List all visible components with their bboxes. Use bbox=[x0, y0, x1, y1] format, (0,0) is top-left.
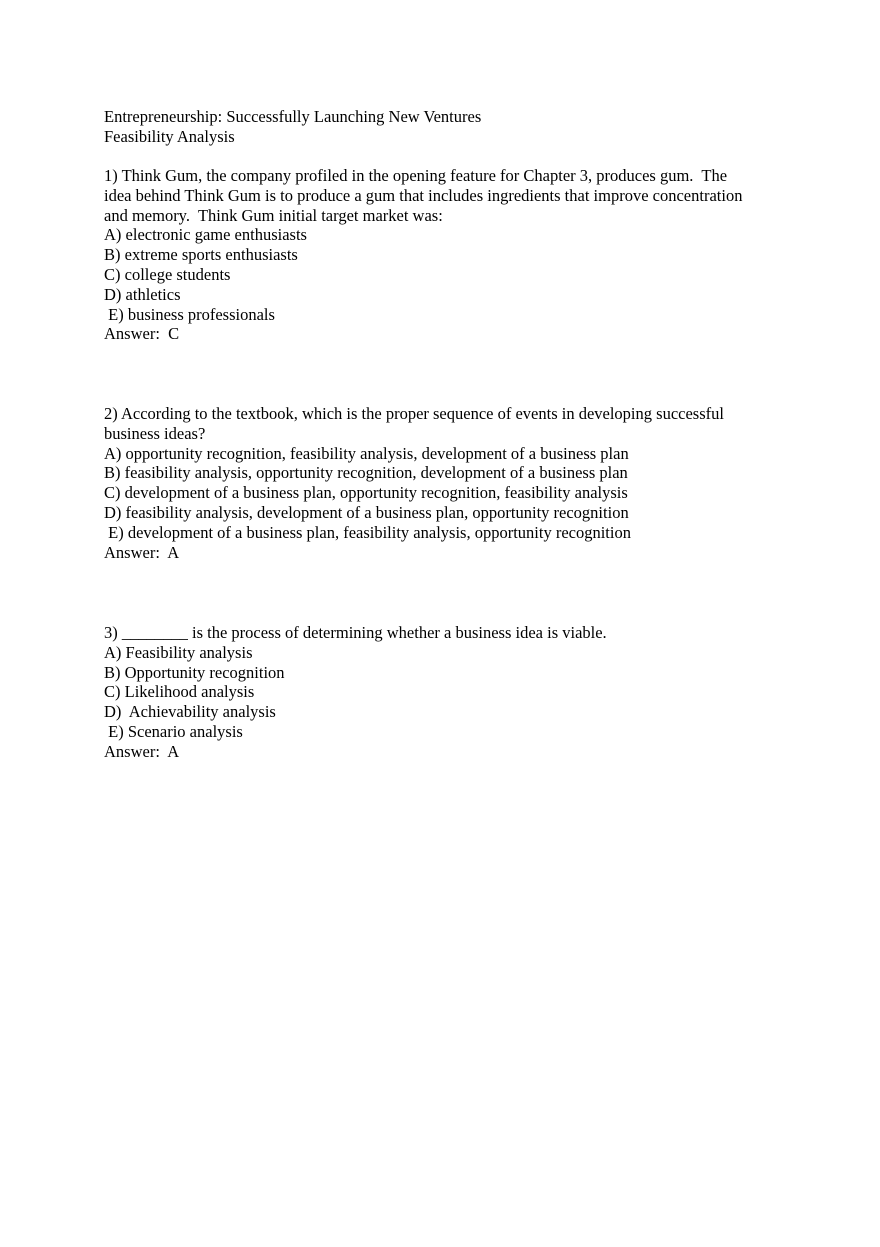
option-d: D) athletics bbox=[104, 284, 181, 304]
document-title: Entrepreneurship: Successfully Launching New Ventures bbox=[104, 107, 482, 126]
option-a: A) opportunity recognition, feasibility analysis, development of a business plan bbox=[104, 443, 629, 463]
question-text: 1) Think Gum, the company profiled in the opening feature for Chapter 3, produces gum. The bbox=[104, 165, 728, 185]
option-e: E) Scenario analysis bbox=[104, 721, 243, 741]
question-text: business ideas? bbox=[104, 423, 206, 443]
option-d: D) Achievability analysis bbox=[104, 702, 276, 722]
option-b: B) feasibility analysis, opportunity recognition, development of a business plan bbox=[104, 463, 628, 483]
option-c: C) development of a business plan, opportunity recognition, feasibility analysis bbox=[104, 483, 628, 503]
question-text: and memory. Think Gum initial target market was: bbox=[104, 205, 443, 225]
answer: Answer: C bbox=[104, 324, 180, 344]
question-1 bbox=[104, 166, 860, 344]
option-a: A) Feasibility analysis bbox=[104, 642, 253, 662]
question-3 bbox=[104, 623, 860, 762]
option-a: A) electronic game enthusiasts bbox=[104, 225, 307, 245]
answer: Answer: A bbox=[104, 542, 180, 562]
document-header bbox=[104, 107, 860, 147]
option-e: E) business professionals bbox=[104, 304, 275, 324]
option-c: C) Likelihood analysis bbox=[104, 682, 255, 702]
option-b: B) Opportunity recognition bbox=[104, 662, 285, 682]
question-text: idea behind Think Gum is to produce a gum that includes ingredients that improve concentration bbox=[104, 185, 743, 205]
question-text: 3) ________ is the process of determining whether a business idea is viable. bbox=[104, 622, 607, 642]
option-d: D) feasibility analysis, development of a business plan, opportunity recognition bbox=[104, 502, 629, 522]
question-2 bbox=[104, 404, 860, 562]
option-c: C) college students bbox=[104, 264, 231, 284]
question-text: 2) According to the textbook, which is the proper sequence of events in developing successful bbox=[104, 403, 724, 423]
document-subtitle: Feasibility Analysis bbox=[104, 126, 235, 146]
option-b: B) extreme sports enthusiasts bbox=[104, 245, 298, 265]
answer: Answer: A bbox=[104, 741, 180, 761]
option-e: E) development of a business plan, feasibility analysis, opportunity recognition bbox=[104, 522, 631, 542]
